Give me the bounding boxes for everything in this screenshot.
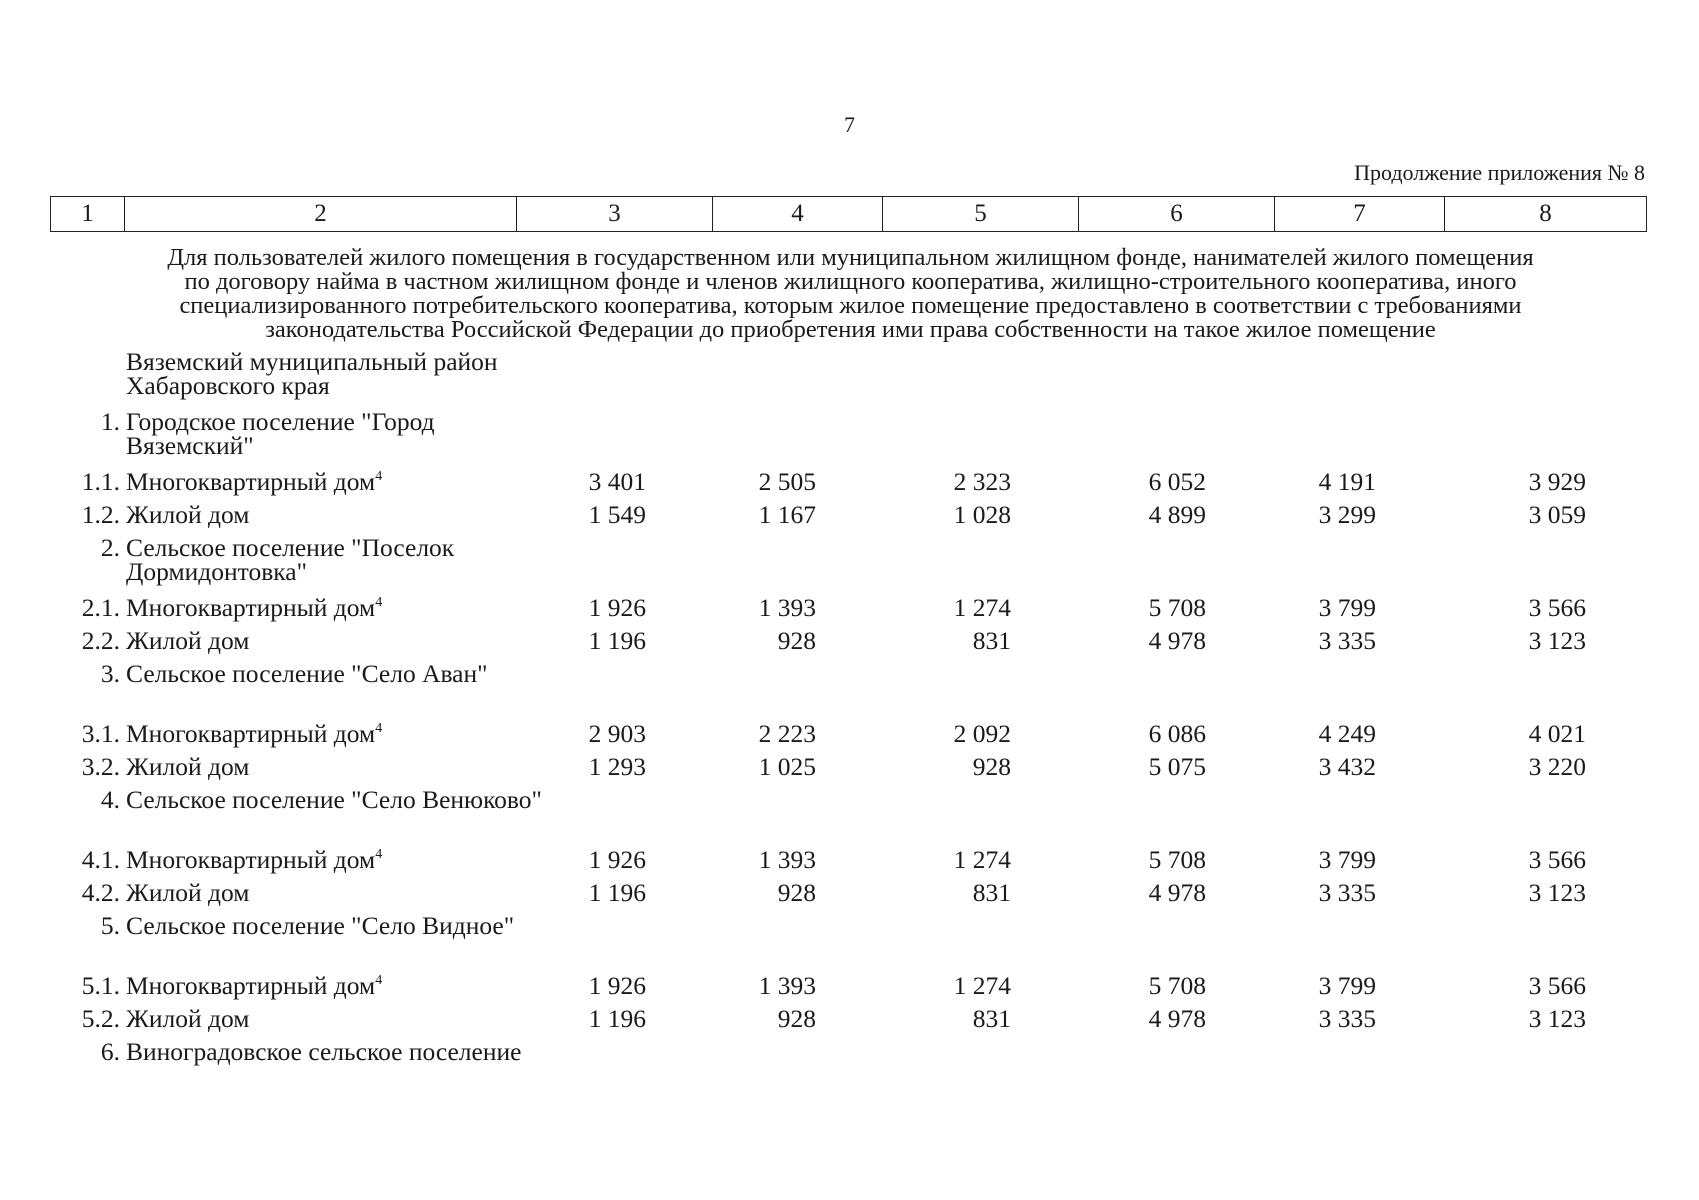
cell-value-col-6: 5 708 <box>1148 845 1206 874</box>
cell-value-col-4: 1 393 <box>758 971 816 1000</box>
footnote-marker: 4 <box>375 595 383 610</box>
settlement-heading-row <box>50 533 1646 596</box>
cell-value-col-3: 1 549 <box>588 500 646 529</box>
table-row <box>50 467 1646 503</box>
row-name-text: Жилой дом <box>126 878 250 907</box>
row-number: 1.1. <box>81 467 120 496</box>
cell-value-col-8: 3 220 <box>1528 752 1586 781</box>
row-name-text: Многоквартирный дом <box>126 845 376 874</box>
cell-value-col-8: 4 021 <box>1528 719 1586 748</box>
row-number: 2. <box>100 533 120 562</box>
row-name-text: Виноградовское сельское поселение <box>126 1037 522 1066</box>
cell-value-col-3: 2 903 <box>588 719 646 748</box>
row-name <box>126 752 566 781</box>
row-name-text: Жилой дом <box>126 626 250 655</box>
section-title <box>58 246 1643 342</box>
row-name <box>126 533 566 586</box>
row-name <box>126 1037 566 1066</box>
row-number: 5. <box>100 911 120 940</box>
settlement-heading-row <box>50 911 1646 974</box>
section-title-line: по договору найма в частном жилищном фонде и членов жилищного кооператива, жилищно-строительного кооператива, иного <box>184 268 1517 295</box>
cell-value-col-3: 1 196 <box>588 1004 646 1033</box>
cell-value-col-7: 3 335 <box>1318 626 1376 655</box>
cell-value-col-8: 3 059 <box>1528 500 1586 529</box>
cell-value-col-3: 1 293 <box>588 752 646 781</box>
settlement-heading-row <box>50 785 1646 848</box>
row-name-text: Жилой дом <box>126 1004 250 1033</box>
column-number-cell: 2 <box>125 197 517 232</box>
row-name-text: Многоквартирный дом <box>126 467 376 496</box>
cell-value-col-4: 928 <box>777 626 816 655</box>
table-row <box>50 1004 1646 1040</box>
row-name <box>126 626 566 655</box>
section-title-line: специализированного потребительского кооператива, которым жилое помещение предоставлено в соответствии с требованиями <box>179 292 1522 319</box>
cell-value-col-7: 3 335 <box>1318 1004 1376 1033</box>
row-name <box>126 845 566 874</box>
cell-value-col-3: 1 926 <box>588 845 646 874</box>
cell-value-col-7: 3 799 <box>1318 593 1376 622</box>
cell-value-col-7: 3 799 <box>1318 845 1376 874</box>
table-row <box>50 719 1646 755</box>
row-name <box>126 407 566 460</box>
footnote-marker: 4 <box>375 973 383 988</box>
section-title-line: Для пользователей жилого помещения в государственном или муниципальном жилищном фонде, нанимателей жилого помещения <box>167 244 1534 271</box>
settlement-heading-row <box>50 659 1646 722</box>
cell-value-col-5: 831 <box>972 1004 1011 1033</box>
cell-value-col-4: 928 <box>777 878 816 907</box>
cell-value-col-4: 1 167 <box>758 500 816 529</box>
cell-value-col-5: 2 092 <box>953 719 1011 748</box>
row-name-text: Многоквартирный дом <box>126 719 376 748</box>
cell-value-col-6: 5 708 <box>1148 971 1206 1000</box>
cell-value-col-4: 1 393 <box>758 593 816 622</box>
row-name <box>126 911 566 940</box>
footnote-marker: 4 <box>375 847 383 862</box>
row-name-text: Вяземский муниципальный район Хабаровского края <box>126 347 498 400</box>
row-number: 1.2. <box>81 500 120 529</box>
row-number: 2.1. <box>81 593 120 622</box>
row-name-text: Сельское поселение "Село Аван" <box>126 659 488 688</box>
column-number-cell: 7 <box>1275 197 1445 232</box>
table-row <box>50 845 1646 881</box>
table-row <box>50 878 1646 914</box>
settlement-heading-row <box>50 347 1646 410</box>
row-name-text: Сельское поселение "Поселок Дормидонтовка" <box>126 533 455 586</box>
appendix-note: Продолжение приложения № 8 <box>1354 160 1645 185</box>
cell-value-col-8: 3 929 <box>1528 467 1586 496</box>
cell-value-col-6: 6 052 <box>1148 467 1206 496</box>
cell-value-col-3: 3 401 <box>588 467 646 496</box>
row-name <box>126 347 566 400</box>
row-name <box>126 971 566 1000</box>
cell-value-col-7: 4 191 <box>1318 467 1376 496</box>
column-number-cell: 3 <box>517 197 713 232</box>
row-name <box>126 1004 566 1033</box>
cell-value-col-7: 3 799 <box>1318 971 1376 1000</box>
cell-value-col-6: 4 978 <box>1148 878 1206 907</box>
cell-value-col-5: 831 <box>972 626 1011 655</box>
table-row <box>50 626 1646 662</box>
cell-value-col-8: 3 123 <box>1528 878 1586 907</box>
cell-value-col-7: 3 299 <box>1318 500 1376 529</box>
footnote-marker: 4 <box>375 721 383 736</box>
cell-value-col-5: 928 <box>972 752 1011 781</box>
column-number-cell: 6 <box>1079 197 1275 232</box>
table-row <box>50 593 1646 629</box>
section-title-line: законодательства Российской Федерации до приобретения ими права собственности на такое жилое помещение <box>265 316 1436 343</box>
row-name <box>126 878 566 907</box>
cell-value-col-4: 1 393 <box>758 845 816 874</box>
cell-value-col-4: 928 <box>777 1004 816 1033</box>
settlement-heading-row <box>50 1037 1646 1100</box>
cell-value-col-4: 1 025 <box>758 752 816 781</box>
cell-value-col-6: 5 075 <box>1148 752 1206 781</box>
row-number: 6. <box>100 1037 120 1066</box>
cell-value-col-4: 2 223 <box>758 719 816 748</box>
row-name-text: Многоквартирный дом <box>126 593 376 622</box>
footnote-marker: 4 <box>375 469 383 484</box>
cell-value-col-8: 3 566 <box>1528 845 1586 874</box>
settlement-heading-row <box>50 407 1646 470</box>
table-row <box>50 971 1646 1007</box>
cell-value-col-8: 3 566 <box>1528 593 1586 622</box>
row-name <box>126 659 566 688</box>
row-name <box>126 785 566 814</box>
cell-value-col-3: 1 926 <box>588 971 646 1000</box>
row-number: 3. <box>100 659 120 688</box>
row-number: 3.1. <box>81 719 120 748</box>
row-number: 3.2. <box>81 752 120 781</box>
cell-value-col-3: 1 926 <box>588 593 646 622</box>
row-name-text: Многоквартирный дом <box>126 971 376 1000</box>
cell-value-col-8: 3 123 <box>1528 1004 1586 1033</box>
row-name <box>126 593 566 622</box>
row-name-text: Жилой дом <box>126 752 250 781</box>
cell-value-col-8: 3 566 <box>1528 971 1586 1000</box>
cell-value-col-6: 4 978 <box>1148 626 1206 655</box>
cell-value-col-3: 1 196 <box>588 878 646 907</box>
cell-value-col-5: 1 028 <box>953 500 1011 529</box>
cell-value-col-5: 1 274 <box>953 971 1011 1000</box>
row-number: 5.1. <box>81 971 120 1000</box>
row-name <box>126 500 566 529</box>
cell-value-col-6: 4 978 <box>1148 1004 1206 1033</box>
cell-value-col-7: 4 249 <box>1318 719 1376 748</box>
row-name-text: Сельское поселение "Село Венюково" <box>126 785 542 814</box>
row-name <box>126 467 566 496</box>
data-rows <box>50 347 1646 1100</box>
cell-value-col-6: 6 086 <box>1148 719 1206 748</box>
row-number: 4.2. <box>81 878 120 907</box>
row-name <box>126 719 566 748</box>
column-number-cell: 1 <box>51 197 125 232</box>
cell-value-col-3: 1 196 <box>588 626 646 655</box>
cell-value-col-7: 3 432 <box>1318 752 1376 781</box>
row-name-text: Городское поселение "Город Вяземский" <box>126 407 435 460</box>
cell-value-col-6: 4 899 <box>1148 500 1206 529</box>
column-number-header <box>50 196 1647 232</box>
row-name-text: Жилой дом <box>126 500 250 529</box>
cell-value-col-5: 831 <box>972 878 1011 907</box>
page-number: 7 <box>844 112 855 137</box>
cell-value-col-8: 3 123 <box>1528 626 1586 655</box>
cell-value-col-5: 2 323 <box>953 467 1011 496</box>
column-number-cell: 4 <box>713 197 883 232</box>
cell-value-col-5: 1 274 <box>953 593 1011 622</box>
row-number: 4.1. <box>81 845 120 874</box>
column-number-cell: 8 <box>1445 197 1647 232</box>
row-name-text: Сельское поселение "Село Видное" <box>126 911 515 940</box>
row-number: 5.2. <box>81 1004 120 1033</box>
cell-value-col-5: 1 274 <box>953 845 1011 874</box>
cell-value-col-6: 5 708 <box>1148 593 1206 622</box>
cell-value-col-4: 2 505 <box>758 467 816 496</box>
table-row <box>50 752 1646 788</box>
row-number: 1. <box>100 407 120 436</box>
column-number-cell: 5 <box>883 197 1079 232</box>
row-number: 4. <box>100 785 120 814</box>
cell-value-col-7: 3 335 <box>1318 878 1376 907</box>
row-number: 2.2. <box>81 626 120 655</box>
table-row <box>50 500 1646 536</box>
